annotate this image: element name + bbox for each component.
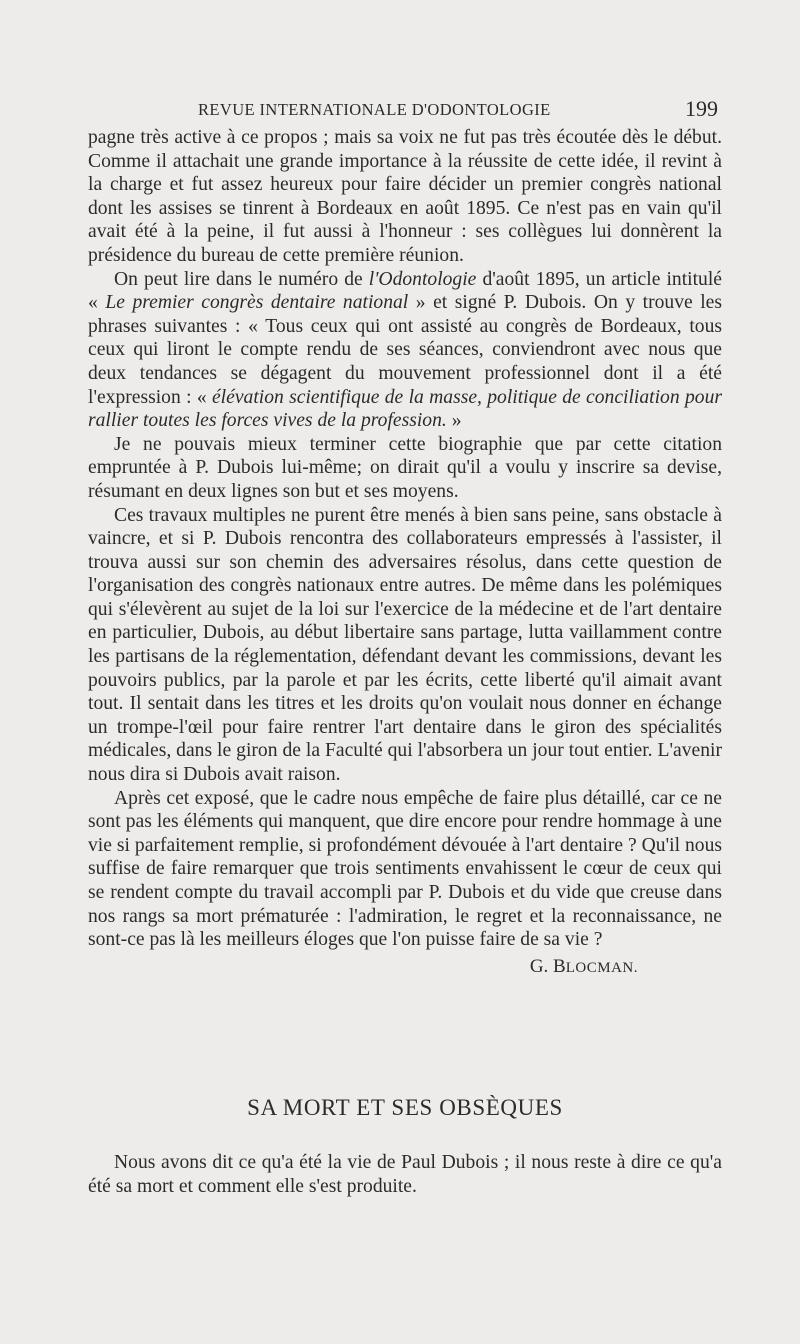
- paragraph-2-text-2: d'août 1895, un article intitulé «: [88, 268, 722, 314]
- section-paragraph: Nous avons dit ce qu'a été la vie de Paul Dubois ; il nous reste à dire ce qu'a été sa mort et comment elle s'est produite.: [88, 1152, 722, 1197]
- page-number: 199: [685, 96, 718, 121]
- paragraph-2-text-1: On peut lire dans le numéro de: [114, 268, 369, 290]
- article-title: Le premier congrès dentaire national: [105, 292, 409, 314]
- motto-quote: élévation scientifique de la masse, politique de conciliation pour rallier toutes les forces vives de la profession.: [88, 386, 722, 432]
- paragraph-3: Je ne pouvais mieux terminer cette biographie que par cette citation empruntée à P. Dubois lui-même; on dirait qu'il a voulu y inscrire sa devise, résumant en deux lignes son but et ses moyens.: [88, 433, 722, 502]
- paragraph-5: Après cet exposé, que le cadre nous empêche de faire plus détaillé, car ce ne sont pas les éléments qui manquent, que dire encore pour rendre hommage à une vie si parfaitement remplie, si profondément dévouée à l'art dentaire ? Qu'il nous suffise de faire remarquer que trois sentiments envahissent le cœur de ceux qui se rendent compte du travail accompli par P. Dubois et du vide que creuse dans nos rangs sa mort prématurée : l'admiration, le regret et la reconnaissance, ne sont-ce pas là les meilleurs éloges que l'on puisse faire de sa vie ?: [88, 787, 722, 951]
- running-title: REVUE INTERNATIONALE D'ODONTOLOGIE: [198, 100, 551, 119]
- author-signature: [88, 955, 638, 981]
- paragraph-2: [88, 268, 722, 433]
- section-body: [88, 1151, 722, 1198]
- paragraph-2-text-4: »: [446, 410, 462, 432]
- signature-surname: LOCMAN.: [565, 959, 638, 976]
- section-heading: SA MORT ET SES OBSÈQUES: [247, 1095, 563, 1120]
- journal-title: l'Odontologie: [368, 268, 477, 290]
- paragraph-1: pagne très active à ce propos ; mais sa voix ne fut pas très écoutée dès le début. Comme il attachait une grande importance à la réussite de cette idée, il revint à la charge et fut assez heureux pour faire décider un premier congrès national dont les assises se tinrent à Bordeaux en août 1895. Ce n'est pas en vain qu'il avait été à la peine, il fut aussi à l'honneur : ses collègues lui donnèrent la présidence du bureau de cette première réunion.: [88, 127, 722, 266]
- paragraph-2-text-3: » et signé P. Dubois. On y trouve les phrases suivantes : « Tous ceux qui ont assisté au congrès de Bordeaux, tous ceux qui liront le compte rendu de ses séances, conviendront avec nous que deux tendances se dégagent du mouvement professionnel dont il a été l'expression : «: [88, 292, 722, 408]
- article-body: [88, 126, 722, 980]
- page-header: [88, 96, 718, 124]
- signature-initial: G. B: [529, 955, 566, 977]
- paragraph-4: Ces travaux multiples ne purent être menés à bien sans peine, sans obstacle à vaincre, et si P. Dubois rencontra des collaborateurs empressés à l'assister, il trouva aussi sur son chemin des adversaires résolus, dans cette question de l'organisation des congrès nationaux entre autres. De même dans les polémiques qui s'élevèrent au sujet de la loi sur l'exercice de la médecine et de l'art dentaire en particulier, Dubois, au début libertaire sans partage, lutta vaillamment contre les partisans de la réglementation, défendant devant les commissions, devant les pouvoirs publics, par la parole et par les écrits, cette liberté qu'il aimait avant tout. Il sentait dans les titres et les droits qu'on voulait nous donner en échange un trompe-l'œil pour faire rentrer l'art dentaire dans le giron des spécialités médicales, dans le giron de la Faculté qui l'absorbera un jour tout entier. L'avenir nous dira si Dubois avait raison.: [88, 504, 722, 786]
